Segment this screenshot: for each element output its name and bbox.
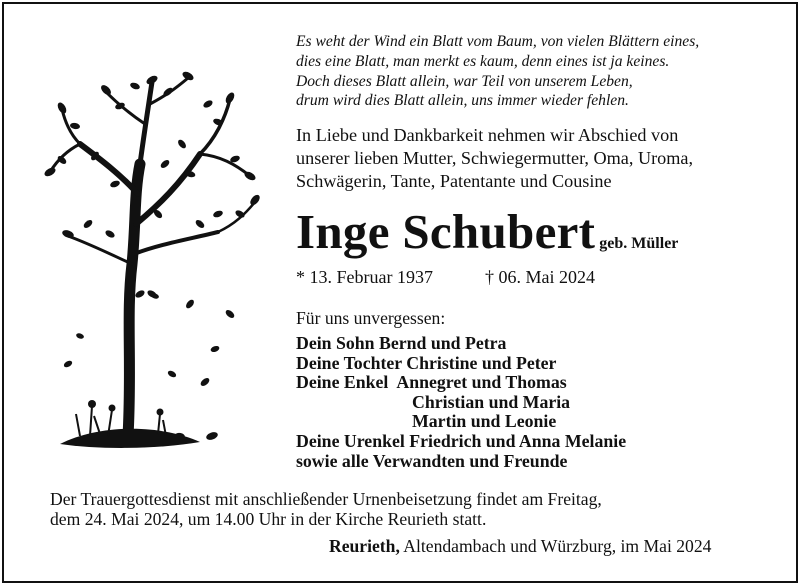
maiden-name: geb. Müller — [599, 235, 679, 252]
mourners-list — [296, 334, 626, 471]
grandchild-pair: Christian und Maria — [412, 391, 571, 412]
birth-date: * 13. Februar 1937 — [296, 267, 433, 287]
deceased-name-row — [296, 203, 678, 260]
mourner-grandchildren-row — [296, 373, 626, 393]
poem-line: Es weht der Wind ein Blatt vom Baum, von vielen Blättern eines, — [296, 33, 700, 50]
place-town: Reurieth, — [329, 536, 400, 556]
place-and-date — [329, 536, 711, 557]
obituary-notice — [2, 2, 798, 583]
mourner-son: Dein Sohn Bernd und Petra — [296, 333, 507, 353]
mourners-lead: Für uns unvergessen: — [296, 308, 446, 328]
service-announcement — [50, 489, 602, 530]
mourner-daughter: Deine Tochter Christine und Peter — [296, 352, 557, 373]
poem-line: dies eine Blatt, man merkt es kaum, denn eines ist ja keines. — [296, 52, 670, 70]
grandchild-pair: Annegret und Thomas — [396, 372, 567, 393]
service-line: dem 24. Mai 2024, um 14.00 Uhr in der Kirche Reurieth statt. — [50, 509, 487, 530]
grandchild-pair: Martin und Leonie — [412, 411, 557, 432]
death-date: † 06. Mai 2024 — [485, 267, 595, 287]
poem-line: drum wird dies Blatt allein, uns immer wieder fehlen. — [296, 92, 629, 110]
farewell-intro — [296, 124, 693, 193]
grandchildren-label: Deine Enkel — [296, 372, 389, 393]
mourner-relatives: sowie alle Verwandten und Freunde — [296, 450, 568, 471]
intro-line: Schwägerin, Tante, Patentante und Cousine — [296, 171, 612, 191]
service-line: Der Trauergottesdienst mit anschließender Urnenbeisetzung findet am Freitag, — [50, 489, 602, 509]
mourner-great-grandchildren: Deine Urenkel Friedrich und Anna Melanie — [296, 430, 627, 451]
tree-illustration — [40, 64, 270, 459]
intro-line: unserer lieben Mutter, Schwiegermutter, Oma, Uroma, — [296, 148, 694, 168]
place-rest: Altendambach und Würzburg, im Mai 2024 — [399, 536, 712, 556]
poem-line: Doch dieses Blatt allein, war Teil von unserem Leben, — [296, 72, 633, 90]
poem — [296, 32, 699, 111]
deceased-name: Inge Schubert — [296, 204, 596, 259]
intro-line: In Liebe und Dankbarkeit nehmen wir Abschied von — [296, 125, 679, 145]
